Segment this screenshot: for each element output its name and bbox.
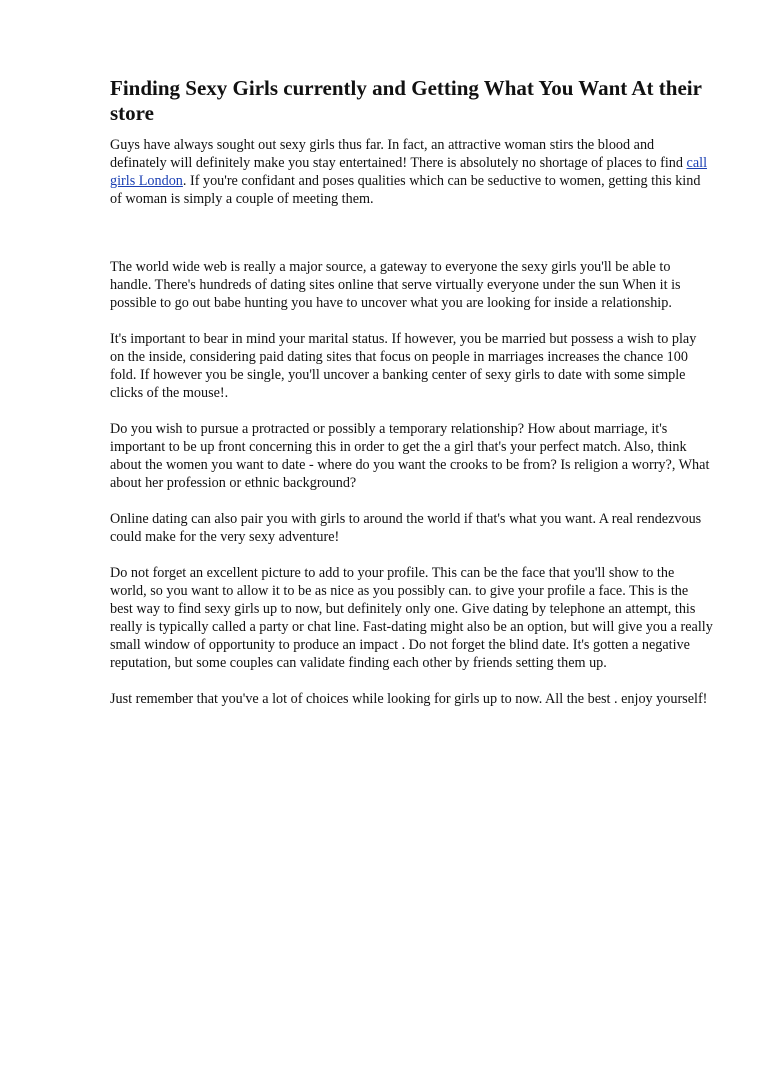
body-paragraph-4: Online dating can also pair you with girls to around the world if that's what you want. A real rendezvous could make for the very sexy adventure! xyxy=(110,511,702,545)
intro-paragraph xyxy=(110,136,714,208)
document-page xyxy=(110,76,714,726)
call-girls-london-link[interactable]: call girls London xyxy=(110,155,708,189)
body-paragraph-6: Just remember that you've a lot of choices while looking for girls up to now. All the best . enjoy yourself! xyxy=(110,691,708,707)
intro-text-before-link: Guys have always sought out sexy girls thus far. In fact, an attractive woman stirs the blood and definately will definitely make you stay entertained! There is absolutely no shortage of places to find xyxy=(110,137,687,171)
body-paragraph-1: The world wide web is really a major source, a gateway to everyone the sexy girls you'll be able to handle. There's hundreds of dating sites online that serve virtually everyone under the sun When it is possible to go out babe hunting you have to uncover what you are looking for inside a relationship. xyxy=(110,259,681,311)
body-paragraph-2: It's important to bear in mind your marital status. If however, you be married but possess a wish to play on the inside, considering paid dating sites that focus on people in marriages increases the chance 100 fold. If however you be single, you'll uncover a banking center of sexy girls to date with some simple clicks of the mouse!. xyxy=(110,331,697,401)
document-title: Finding Sexy Girls currently and Getting What You Want At their store xyxy=(110,76,702,125)
intro-text-after-link: . If you're confidant and poses qualities which can be seductive to women, getting this kind of woman is simply a couple of meeting them. xyxy=(110,173,701,207)
body-paragraph-3: Do you wish to pursue a protracted or possibly a temporary relationship? How about marriage, it's important to be up front concerning this in order to get the a girl that's your perfect match. Also, think about the women you want to date - where do you want the crooks to be from? Is religion a worry?, What about her profession or ethnic background? xyxy=(110,421,710,491)
body-paragraph-5: Do not forget an excellent picture to add to your profile. This can be the face that you'll show to the world, so you want to allow it to be as nice as you possibly can. to give your profile a face. This is the best way to find sexy girls up to now, but definitely only one. Give dating by telephone an attempt, this really is typically called a party or chat line. Fast-dating might also be an option, but will give you a really small window of opportunity to produce an impact . Do not forget the blind date. It's gotten a negative reputation, but some couples can validate finding each other by friends setting them up. xyxy=(110,565,713,671)
